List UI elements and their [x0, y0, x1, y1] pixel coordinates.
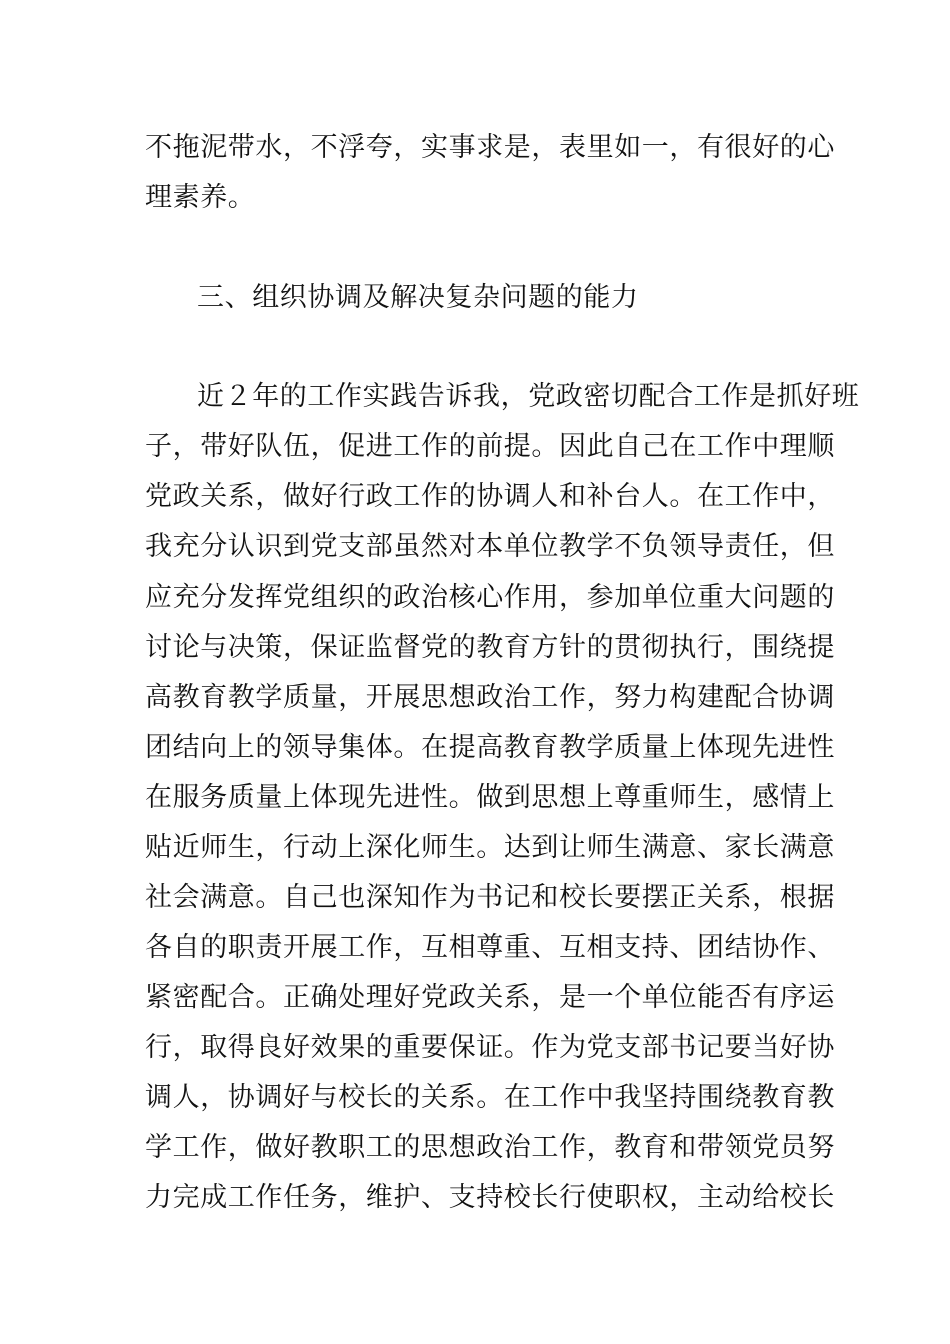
paragraph-line-12: 各自的职责开展工作，互相尊重、互相支持、团结协作、 — [145, 932, 835, 963]
paragraph-line-13: 紧密配合。正确处理好党政关系，是一个单位能否有序运 — [145, 982, 835, 1013]
paragraph-line-11: 社会满意。自己也深知作为书记和校长要摆正关系，根据 — [145, 882, 835, 913]
continuation-line-2: 理素养。 — [145, 182, 256, 213]
paragraph-line-8: 团结向上的领导集体。在提高教育教学质量上体现先进性 — [145, 732, 835, 763]
paragraph-line-3: 党政关系，做好行政工作的协调人和补台人。在工作中， — [145, 481, 835, 512]
continuation-line-1: 不拖泥带水，不浮夸，实事求是，表里如一，有很好的心 — [145, 132, 835, 163]
paragraph-line-5: 应充分发挥党组织的政治核心作用，参加单位重大问题的 — [145, 582, 835, 613]
paragraph-line-17: 力完成工作任务，维护、支持校长行使职权，主动给校长 — [145, 1182, 835, 1213]
section-heading: 三、组织协调及解决复杂问题的能力 — [197, 282, 639, 313]
paragraph-line-6: 讨论与决策，保证监督党的教育方针的贯彻执行，围绕提 — [145, 632, 835, 663]
paragraph-line-7: 高教育教学质量，开展思想政治工作，努力构建配合协调 — [145, 682, 835, 713]
paragraph-line-14: 行，取得良好效果的重要保证。作为党支部书记要当好协 — [145, 1032, 835, 1063]
paragraph-line-9: 在服务质量上体现先进性。做到思想上尊重师生，感情上 — [145, 782, 835, 813]
paragraph-line-1: 近２年的工作实践告诉我，党政密切配合工作是抓好班 — [197, 381, 860, 412]
paragraph-line-2: 子，带好队伍，促进工作的前提。因此自己在工作中理顺 — [145, 431, 835, 462]
paragraph-line-16: 学工作，做好教职工的思想政治工作，教育和带领党员努 — [145, 1132, 835, 1163]
paragraph-line-10: 贴近师生，行动上深化师生。达到让师生满意、家长满意 — [145, 832, 835, 863]
paragraph-line-4: 我充分认识到党支部虽然对本单位教学不负领导责任，但 — [145, 531, 835, 562]
paragraph-line-15: 调人，协调好与校长的关系。在工作中我坚持围绕教育教 — [145, 1082, 835, 1113]
